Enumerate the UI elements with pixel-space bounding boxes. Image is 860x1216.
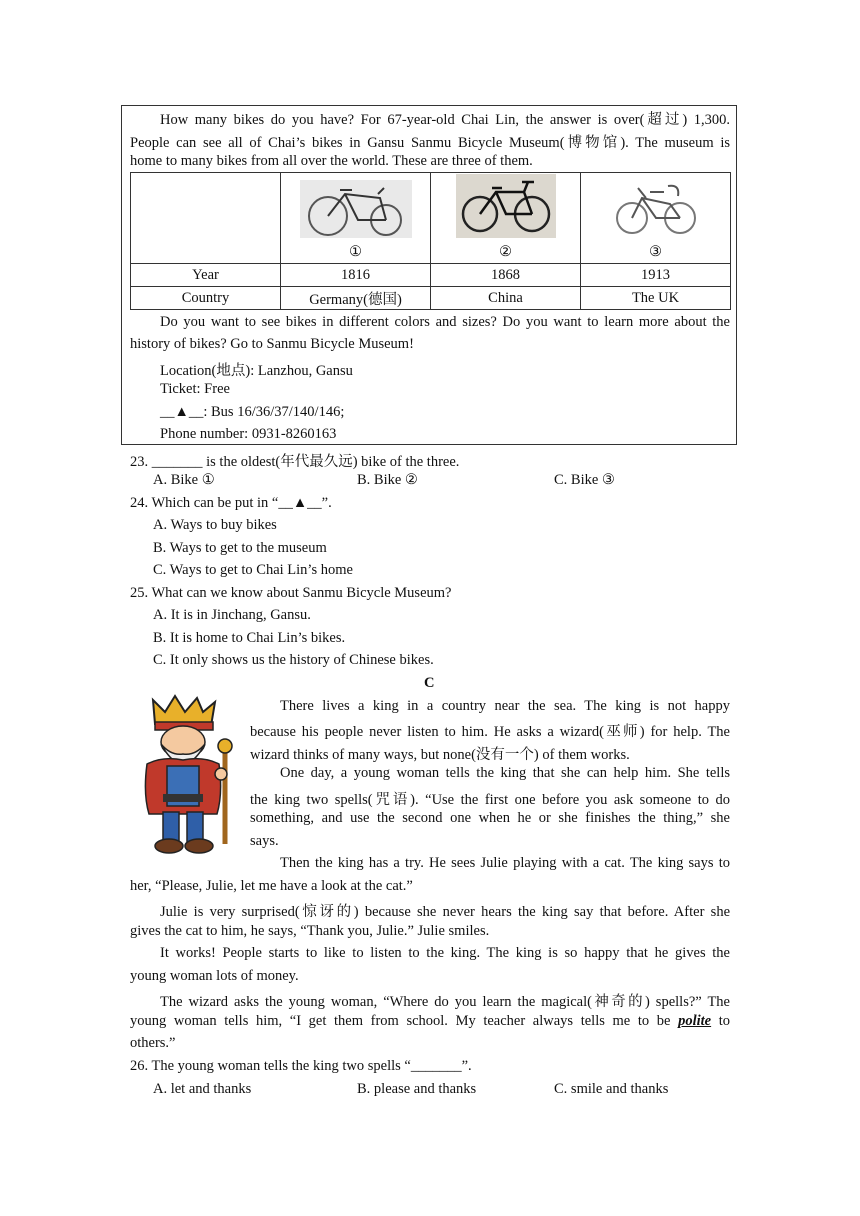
c-p2-line-1: One day, a young woman tells the king that she can help him. She tells <box>280 765 730 781</box>
bike-1-label: ① <box>349 244 362 260</box>
q24-option-a: A. Ways to buy bikes <box>153 517 277 533</box>
q26-option-b: B. please and thanks <box>357 1081 477 1097</box>
c-p1-line-3: wizard thinks of many ways, but none(没有一个) of them works. <box>250 747 630 763</box>
blank-mark: __▲__ <box>160 404 204 420</box>
q23-option-c: C. Bike ③ <box>554 472 615 488</box>
bike-2-label: ② <box>499 244 512 260</box>
polite-word: polite <box>678 1013 712 1029</box>
phone-line: Phone number: 0931-8260163 <box>160 426 337 442</box>
question-23: 23. _______ is the oldest(年代最久远) bike of the three. <box>130 454 460 470</box>
bike-2-image <box>456 174 556 238</box>
bus-line <box>160 404 344 421</box>
c-p6-line-2-end: to <box>718 1013 731 1029</box>
empty-cell <box>131 173 281 264</box>
q24-option-c: C. Ways to get to Chai Lin’s home <box>153 562 353 578</box>
q24-option-b: B. Ways to get to the museum <box>153 540 327 556</box>
c-p2-line-3: something, and use the second one when he or she finishes the thing,” she <box>250 810 730 826</box>
ticket-line: Ticket: Free <box>160 381 230 397</box>
c-p1-line-2: because his people never listen to him. He asks a wizard(巫师) for help. The <box>250 724 730 740</box>
question-24: 24. Which can be put in “__▲__”. <box>130 495 332 511</box>
intro-line-2: People can see all of Chai’s bikes in Gansu Sanmu Bicycle Museum(博物馆). The museum is <box>130 135 730 151</box>
bike-2-cell <box>431 173 581 264</box>
bike-1-image <box>300 180 412 238</box>
c-p6-line-2-text: young woman tells him, “I get them from school. My teacher always tells me to be <box>130 1013 671 1029</box>
country-1: Germany(德国) <box>281 287 431 310</box>
c-p2-line-4: says. <box>250 833 279 849</box>
after-line-2: history of bikes? Go to Sanmu Bicycle Museum! <box>130 336 414 352</box>
bike-table <box>130 172 731 310</box>
q25-option-a: A. It is in Jinchang, Gansu. <box>153 607 311 623</box>
c-p5-line-2: young woman lots of money. <box>130 968 299 984</box>
c-p3-line-2: her, “Please, Julie, let me have a look at the cat.” <box>130 878 413 894</box>
year-3: 1913 <box>581 264 731 287</box>
after-line-1: Do you want to see bikes in different colors and sizes? Do you want to learn more about the <box>160 314 730 330</box>
bike-3-cell <box>581 173 731 264</box>
c-p2-line-2: the king two spells(咒语). “Use the first one before you ask someone to do <box>250 792 730 808</box>
king-illustration <box>133 694 239 856</box>
question-26: 26. The young woman tells the king two spells “_______”. <box>130 1058 472 1074</box>
bike-3-label: ③ <box>649 244 662 260</box>
c-p4-line-2: gives the cat to him, he says, “Thank you, Julie.” Julie smiles. <box>130 923 490 939</box>
c-p6-line-3: others.” <box>130 1035 176 1051</box>
bike-1-cell <box>281 173 431 264</box>
c-p1-line-1: There lives a king in a country near the sea. The king is not happy <box>280 698 730 714</box>
c-p6-line-1: The wizard asks the young woman, “Where do you learn the magical(神奇的) spells?” The <box>160 994 730 1010</box>
q25-option-b: B. It is home to Chai Lin’s bikes. <box>153 630 346 646</box>
q26-option-c: C. smile and thanks <box>554 1081 669 1097</box>
q25-option-c: C. It only shows us the history of Chinese bikes. <box>153 652 434 668</box>
country-header: Country <box>131 287 281 310</box>
c-p3-line-1: Then the king has a try. He sees Julie playing with a cat. The king says to <box>280 855 730 871</box>
bus-text: : Bus 16/36/37/140/146; <box>203 404 345 420</box>
bike-3-image <box>608 178 704 238</box>
country-2: China <box>431 287 581 310</box>
year-1: 1816 <box>281 264 431 287</box>
c-p5-line-1: It works! People starts to like to listen to the king. The king is so happy that he gives the <box>160 945 730 961</box>
location-line: Location(地点): Lanzhou, Gansu <box>160 363 353 379</box>
year-header: Year <box>131 264 281 287</box>
q23-option-a: A. Bike ① <box>153 472 215 488</box>
q26-option-a: A. let and thanks <box>153 1081 252 1097</box>
section-c-heading: C <box>424 675 435 691</box>
intro-line-3: home to many bikes from all over the world. These are three of them. <box>130 153 533 169</box>
country-3: The UK <box>581 287 731 310</box>
q23-option-b: B. Bike ② <box>357 472 418 488</box>
c-p4-line-1: Julie is very surprised(惊讶的) because she never hears the king say that before. After she <box>160 904 730 920</box>
question-25: 25. What can we know about Sanmu Bicycle Museum? <box>130 585 452 601</box>
year-2: 1868 <box>431 264 581 287</box>
c-p6-line-2 <box>130 1013 730 1030</box>
intro-line-1: How many bikes do you have? For 67-year-old Chai Lin, the answer is over(超过) 1,300. <box>160 112 730 128</box>
